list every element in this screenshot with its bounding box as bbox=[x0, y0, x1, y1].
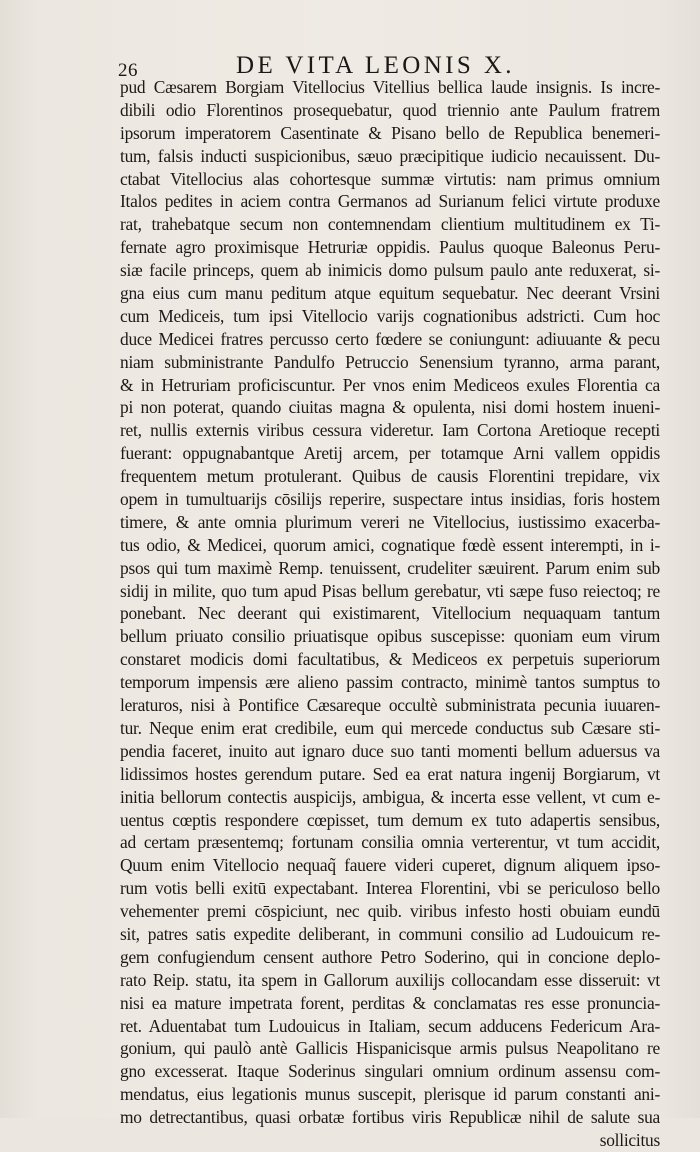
text-line: ret, nullis externis viribus cessura videretur. Iam Cortona Aretioque recepti bbox=[120, 420, 660, 441]
text-line: rum votis belli exitū expectabant. Interea Florentini, vbi se periculoso bello bbox=[120, 878, 660, 899]
text-line: cum Mediceis, tum ipsi Vitellocio varijs cognationibus adstricti. Cum hoc bbox=[120, 305, 660, 326]
text-line: tur. Neque enim erat credibile, eum qui mercede conductus sub Cæsare sti- bbox=[120, 717, 660, 738]
text-line: Italos pedites in aciem contra Germanos ad Surianum felici virtute produxe bbox=[120, 191, 660, 212]
text-line: ponebant. Nec deerant qui existimarent, Vitellocium nequaquam tantum bbox=[120, 603, 660, 624]
text-line: sit, patres satis expedite deliberant, in communi consilio ad Ludouicum re- bbox=[120, 923, 660, 944]
text-line: pud Cæsarem Borgiam Vitellocius Vitellius bellica laude insignis. Is incre- bbox=[120, 77, 660, 97]
text-line: & in Hetruriam proficiscuntur. Per vnos enim Mediceos exules Florentia ca bbox=[120, 374, 660, 395]
text-line: temporum impensis ære alieno passim contracto, minimè tantos sumptus to bbox=[120, 672, 660, 693]
text-line: ipsorum imperatorem Casentinate & Pisano bello de Republica benemeri- bbox=[120, 122, 660, 143]
text-line: psos qui tum maximè Remp. tenuissent, crudeliter sæuirent. Parum enim sub bbox=[120, 557, 660, 578]
text-line: nisi ea mature impetrata forent, perditas & conclamatas res esse pronuncia- bbox=[120, 992, 660, 1013]
text-line: timere, & ante omnia plurimum vereri ne Vitellocius, iustissimo exacerba- bbox=[120, 511, 660, 532]
text-line: ret. Aduentabat tum Ludouicus in Italiam, secum adducens Federicum Ara- bbox=[120, 1015, 660, 1036]
text-line: gonium, qui paulò antè Gallicis Hispanicisque armis pulsus Neapolitano re bbox=[120, 1038, 660, 1059]
text-line: pendia faceret, inuito aut ignaro duce suo tanti momenti bellum aduersus va bbox=[120, 740, 660, 761]
text-line: pi non poterat, quando ciuitas magna & opulenta, nisi domi hostem inueni- bbox=[120, 397, 660, 418]
text-line: tus odio, & Medicei, quorum amici, cognatique fœdè essent interempti, in i- bbox=[120, 534, 660, 555]
text-line: gna eius cum manu peditum atque equitum sequebatur. Nec deerant Vrsini bbox=[120, 283, 660, 304]
text-line: opem in tumultuarijs cōsilijs reperire, suspectare intus insidias, foris hostem bbox=[120, 489, 660, 510]
text-line: sidij in milite, quo tum apud Pisas bellum gerebatur, vti sæpe fuso reiectoq; re bbox=[120, 580, 660, 601]
text-line: duce Medicei fratres percusso certo fœdere se coniungunt: adiuuante & pecu bbox=[120, 328, 660, 349]
text-line: leraturos, nisi à Pontifice Cæsareque occultè subministrata pecunia iuuaren- bbox=[120, 695, 660, 716]
text-line: sollicitus bbox=[599, 1129, 660, 1150]
text-line: initia bellorum contectis auspicijs, ambigua, & incerta esse vellent, vt cum e- bbox=[120, 786, 660, 807]
text-line: fernate agro proximisque Hetruriæ oppidis. Paulus quoque Baleonus Peru- bbox=[120, 237, 660, 258]
text-line: uentus cœptis respondere cœpisset, tum demum ex tuto adapertis sensibus, bbox=[120, 809, 660, 830]
text-line: dibili odio Florentinos prosequebatur, quod triennio ante Paulum fratrem bbox=[120, 99, 660, 120]
text-line: gem confugiendum censent authore Petro Soderino, qui in concione deplo- bbox=[120, 946, 660, 967]
text-line: vehementer premi cōspiciunt, nec quib. viribus infesto hosti obuiam eundū bbox=[120, 901, 660, 922]
text-line: bellum priuato consilio priuatisque opibus suscepisse: quoniam eum virum bbox=[120, 626, 660, 647]
running-title: DE VITA LEONIS X. bbox=[236, 52, 515, 79]
text-line: niam subministrante Pandulfo Petruccio Senensium tyranno, arma parant, bbox=[120, 351, 660, 372]
text-line: siæ facile princeps, quem ab inimicis domo pulsum paulo ante reduxerat, si- bbox=[120, 260, 660, 281]
page-number: 26 bbox=[118, 60, 138, 81]
text-line: ctabat Vitellocius alas cohortesque summæ virtutis: nam primus omnium bbox=[120, 168, 660, 189]
text-line: frequentem metum protulerant. Quibus de causis Florentini trepidare, vix bbox=[120, 466, 660, 487]
text-line: rat, trahebatque secum non contemnendam clientium multitudinem ex Ti- bbox=[120, 214, 660, 235]
text-line: gno excesserat. Itaque Soderinus singulari omnium ordinum assensu com- bbox=[120, 1061, 660, 1082]
text-line: constaret modicis domi facultatibus, & Mediceos ex perpetuis superiorum bbox=[120, 649, 660, 670]
text-line: fuerant: oppugnabantque Aretij arcem, per totamque Arni vallem oppidis bbox=[120, 443, 660, 464]
text-line: rato Reip. statu, ita spem in Gallorum auxilijs collocandam esse disseruit: vt bbox=[120, 969, 660, 990]
text-line: mendatus, eius legationis munus suscepit, plerisque id parum constanti ani- bbox=[120, 1084, 660, 1105]
text-line: ad certam præsentemq; fortunam consilia omnia verterentur, vt tum accidit, bbox=[120, 832, 660, 853]
text-line: lidissimos hostes gerendum putare. Sed ea erat natura ingenij Borgiarum, vt bbox=[120, 763, 660, 784]
text-line: tum, falsis inducti suspicionibus, sæuo præcipitique iudicio necauissent. Du- bbox=[120, 145, 660, 166]
text-line: mo detrectantibus, quasi orbatæ fortibus viris Republicæ nihil de salute sua bbox=[120, 1107, 660, 1128]
body-text bbox=[120, 76, 660, 1152]
text-line: Quum enim Vitellocio nequaq̃ fauere videri cuperet, dignum aliquem ipso- bbox=[120, 855, 660, 876]
